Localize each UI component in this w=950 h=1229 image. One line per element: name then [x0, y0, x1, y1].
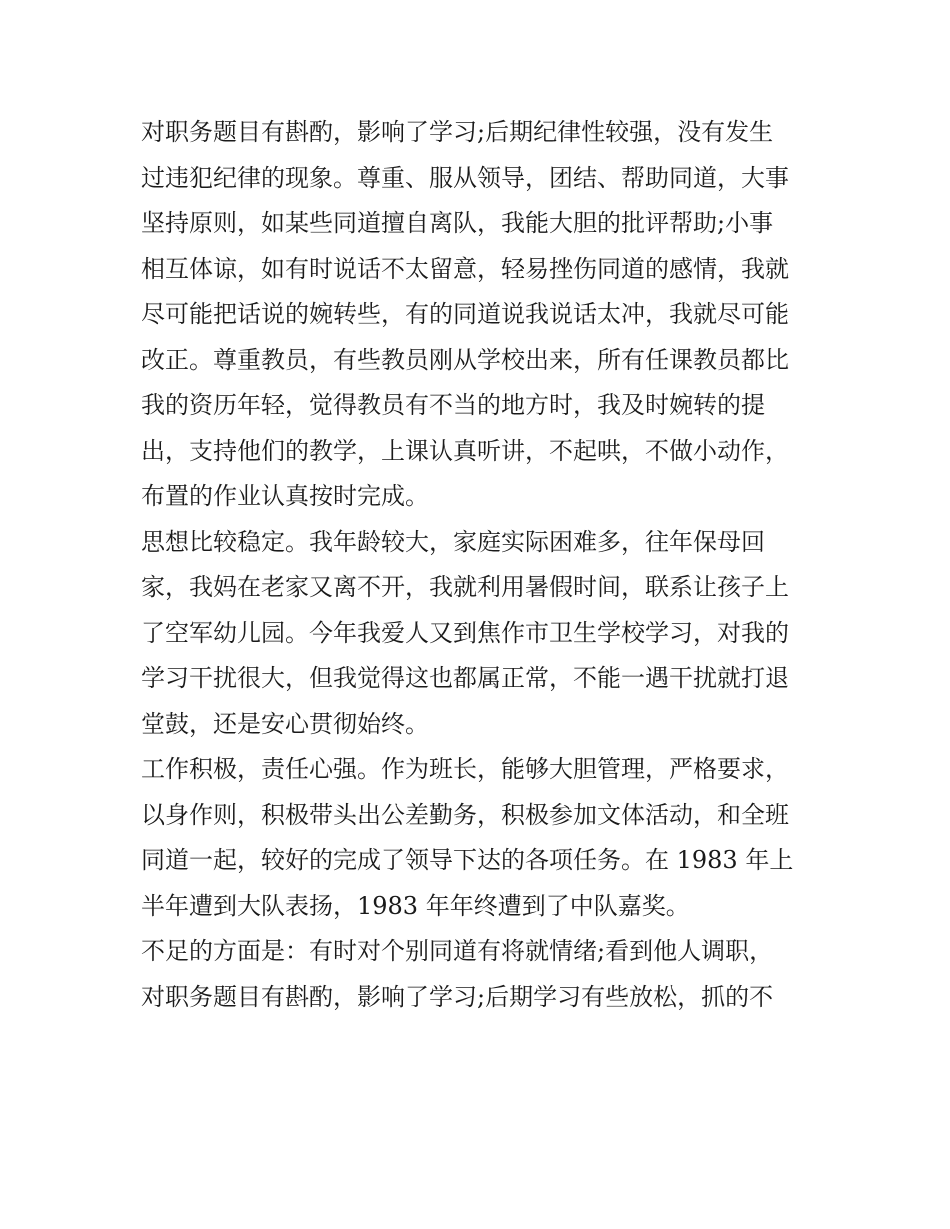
text-line: 对职务题目有斟酌，影响了学习;后期纪律性较强，没有发生	[141, 118, 774, 146]
document-body	[141, 110, 821, 1020]
text-line: 同道一起，较好的完成了领导下达的各项任务。在 1983 年上	[141, 846, 794, 874]
text-line: 了空军幼儿园。今年我爱人又到焦作市卫生学校学习，对我的	[141, 618, 789, 647]
text-line: 工作积极，责任心强。作为班长，能够大胆管理，严格要求，	[141, 755, 789, 783]
text-line: 半年遭到大队表扬，1983 年年终遭到了中队嘉奖。	[141, 891, 690, 920]
text-line: 对职务题目有斟酌，影响了学习;后期学习有些放松，抓的不	[141, 982, 774, 1011]
text-line: 坚持原则，如某些同道擅自离队，我能大胆的批评帮助;小事	[141, 209, 774, 237]
text-line: 不足的方面是：有时对个别同道有将就情绪;看到他人调职，	[141, 937, 774, 965]
text-line: 过违犯纪律的现象。尊重、服从领导，团结、帮助同道，大事	[141, 163, 789, 192]
text-line: 尽可能把话说的婉转些，有的同道说我说话太冲，我就尽可能	[141, 300, 789, 328]
text-line: 出，支持他们的教学，上课认真听讲，不起哄，不做小动作，	[141, 436, 789, 465]
text-line: 相互体谅，如有时说话不太留意，轻易挫伤同道的感情，我就	[141, 254, 789, 283]
text-line: 学习干扰很大，但我觉得这也都属正常，不能一遇干扰就打退	[141, 664, 789, 692]
text-line: 布置的作业认真按时完成。	[141, 482, 429, 510]
text-line: 家，我妈在老家又离不开，我就利用暑假时间，联系让孩子上	[141, 573, 789, 601]
text-line: 堂鼓，还是安心贯彻始终。	[141, 709, 429, 738]
text-line: 思想比较稳定。我年龄较大，家庭实际困难多，往年保母回	[141, 527, 765, 556]
text-line: 以身作则，积极带头出公差勤务，积极参加文体活动，和全班	[141, 800, 789, 829]
text-line: 我的资历年轻，觉得教员有不当的地方时，我及时婉转的提	[141, 391, 765, 419]
text-line: 改正。尊重教员，有些教员刚从学校出来，所有任课教员都比	[141, 345, 789, 374]
